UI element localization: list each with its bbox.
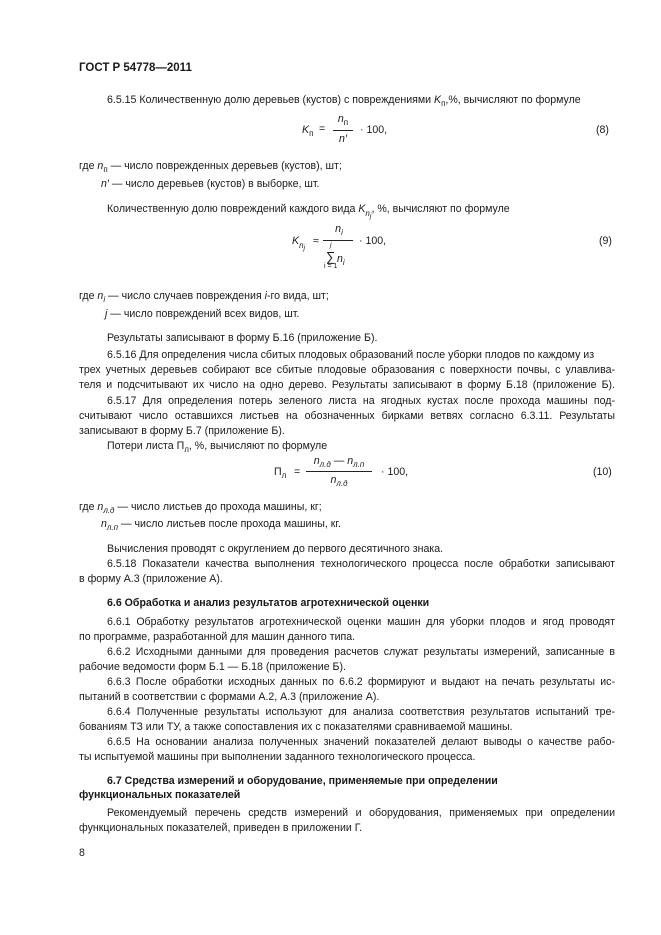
para-loss: Потери листа $П_л$, %, вычисляют по формуле xyxy=(107,440,328,454)
section-6-6-heading: 6.6 Обработка и анализ результатов агротехнической оценки xyxy=(107,597,430,609)
page-header: ГОСТ Р 54778—2011 xyxy=(79,62,192,74)
eq-number-8: (8) xyxy=(596,124,609,136)
eq-number-9: (9) xyxy=(599,235,612,247)
eq-number-10: (10) xyxy=(593,466,612,478)
page-number: 8 xyxy=(79,847,85,859)
para-share: Количественную долю повреждений каждого вида $K_{nj}$, %, вычисляют по формуле xyxy=(107,203,510,220)
para-6-5-15: 6.5.15 Количественную долю деревьев (кустов) с повреждениями $K_п,\%$, вычисляют по формуле xyxy=(107,94,581,108)
